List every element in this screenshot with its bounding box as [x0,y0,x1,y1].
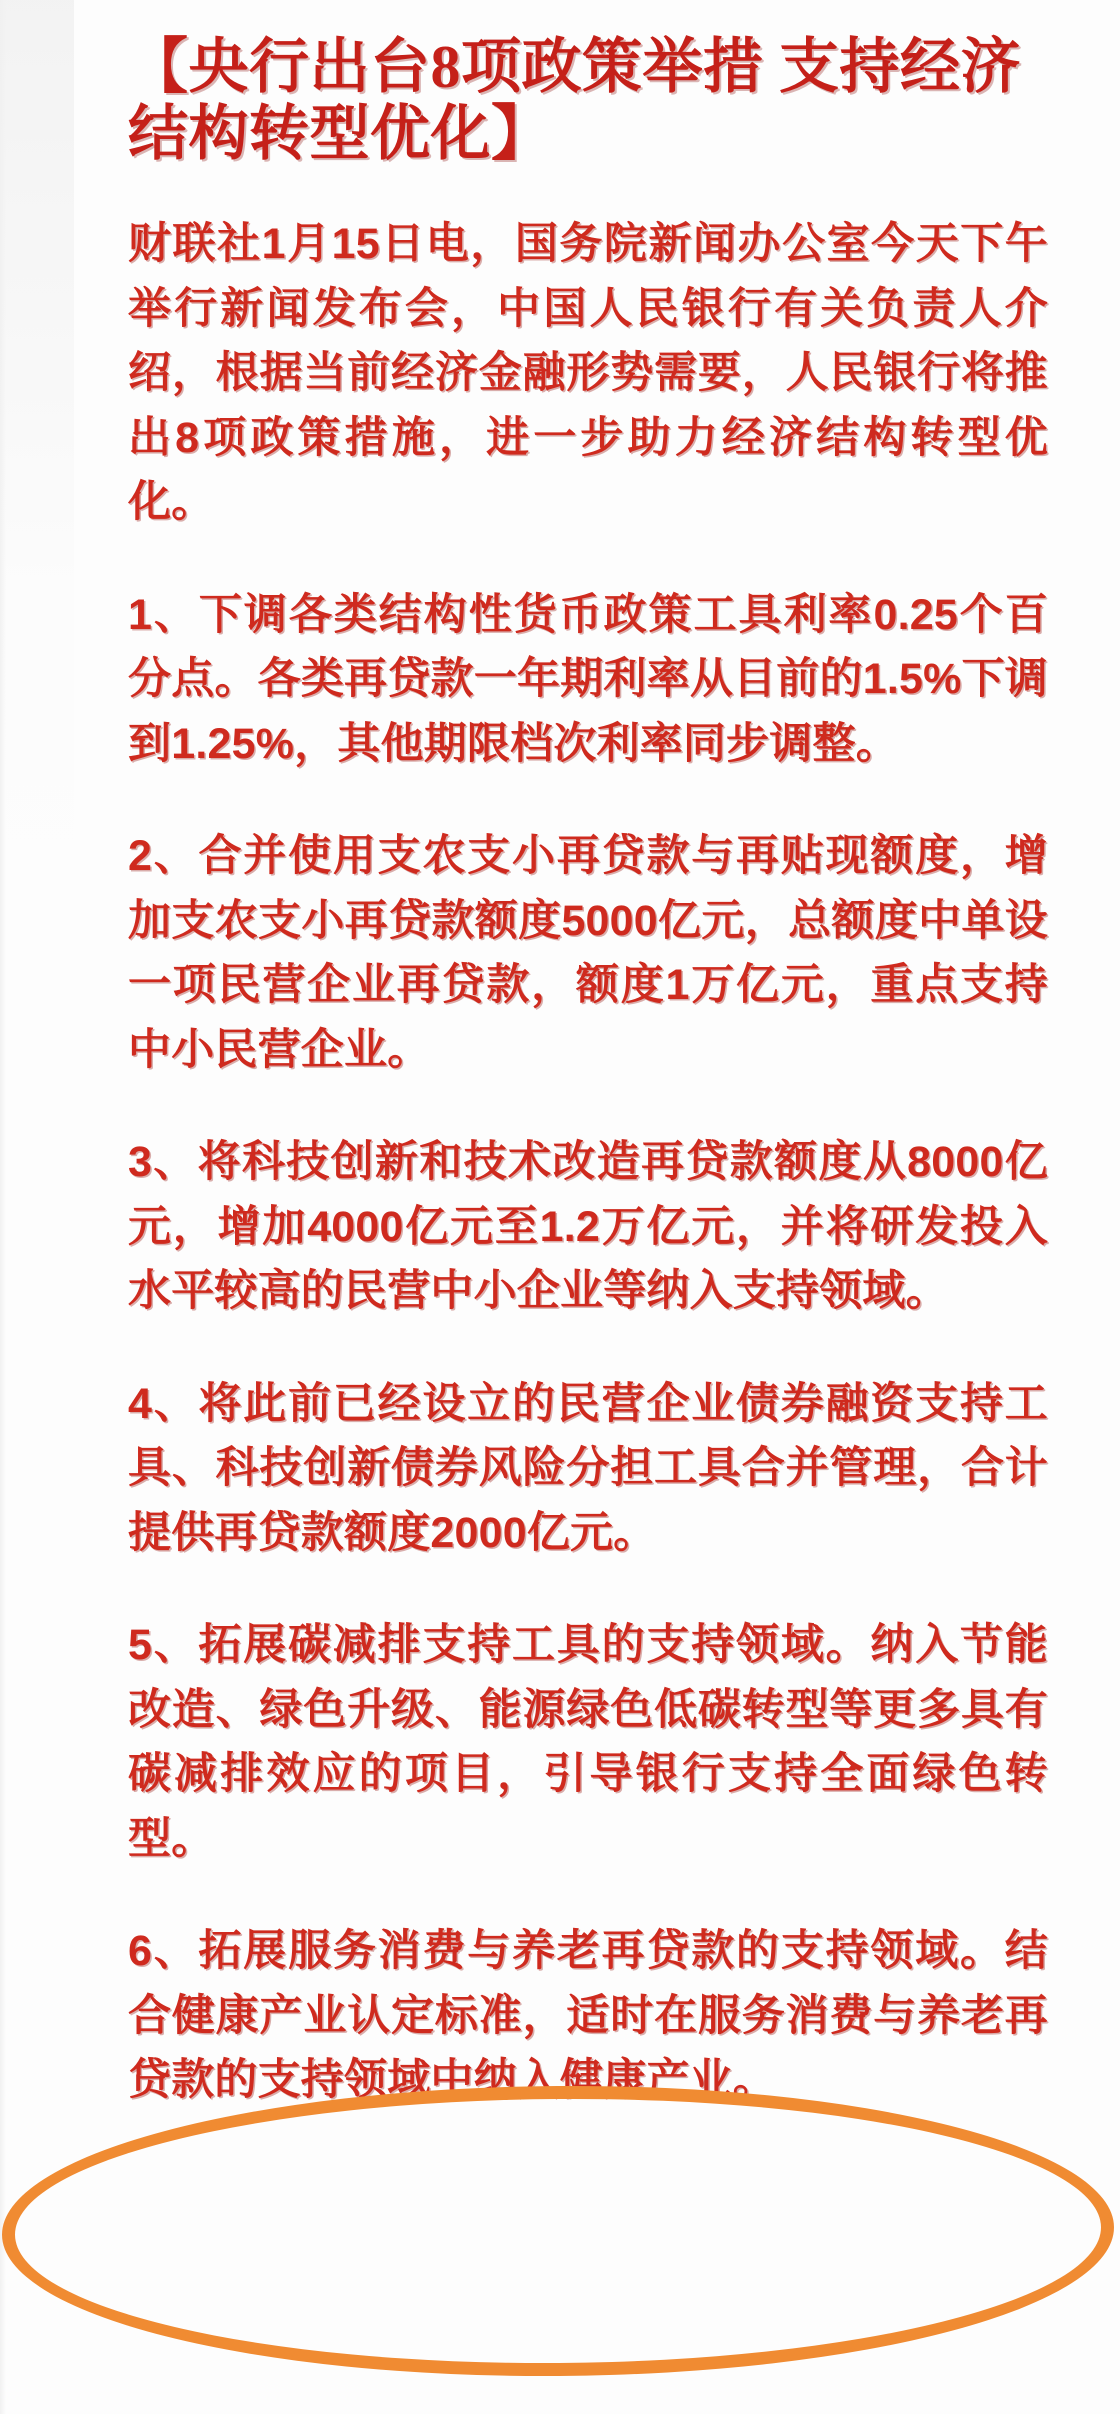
article-lead-paragraph: 财联社1月15日电，国务院新闻办公室今天下午举行新闻发布会，中国人民银行有关负责人介绍，根据当前经济金融形势需要，人民银行将推出8项政策措施，进一步助力经济结构转型优化。 [128,220,1048,527]
orange-highlight-ellipse-annotation [1,2082,1115,2380]
article-body [0,212,1120,2113]
policy-item-6: 6、拓展服务消费与养老再贷款的支持领域。结合健康产业认定标准，适时在服务消费与养老再贷款的支持领域中纳入健康产业。 [128,1927,1048,2105]
article-headline: 【央行出台8项政策举措 支持经济结构转型优化】 [128,34,1021,168]
policy-item-2: 2、合并使用支农支小再贷款与再贴现额度，增加支农支小再贷款额度5000亿元，总额度中单设一项民营企业再贷款，额度1万亿元，重点支持中小民营企业。 [128,832,1048,1074]
policy-item-1: 1、下调各类结构性货币政策工具利率0.25个百分点。各类再贷款一年期利率从目前的1.5%下调到1.25%，其他期限档次利率同步调整。 [128,590,1048,768]
policy-item-3: 3、将科技创新和技术改造再贷款额度从8000亿元，增加4000亿元至1.2万亿元，并将研发投入水平较高的民营中小企业等纳入支持领域。 [128,1138,1048,1316]
policy-item-4: 4、将此前已经设立的民营企业债券融资支持工具、科技创新债券风险分担工具合并管理，合计提供再贷款额度2000亿元。 [128,1379,1048,1557]
policy-item-5: 5、拓展碳减排支持工具的支持领域。纳入节能改造、绿色升级、能源绿色低碳转型等更多具有碳减排效应的项目，引导银行支持全面绿色转型。 [128,1621,1048,1863]
